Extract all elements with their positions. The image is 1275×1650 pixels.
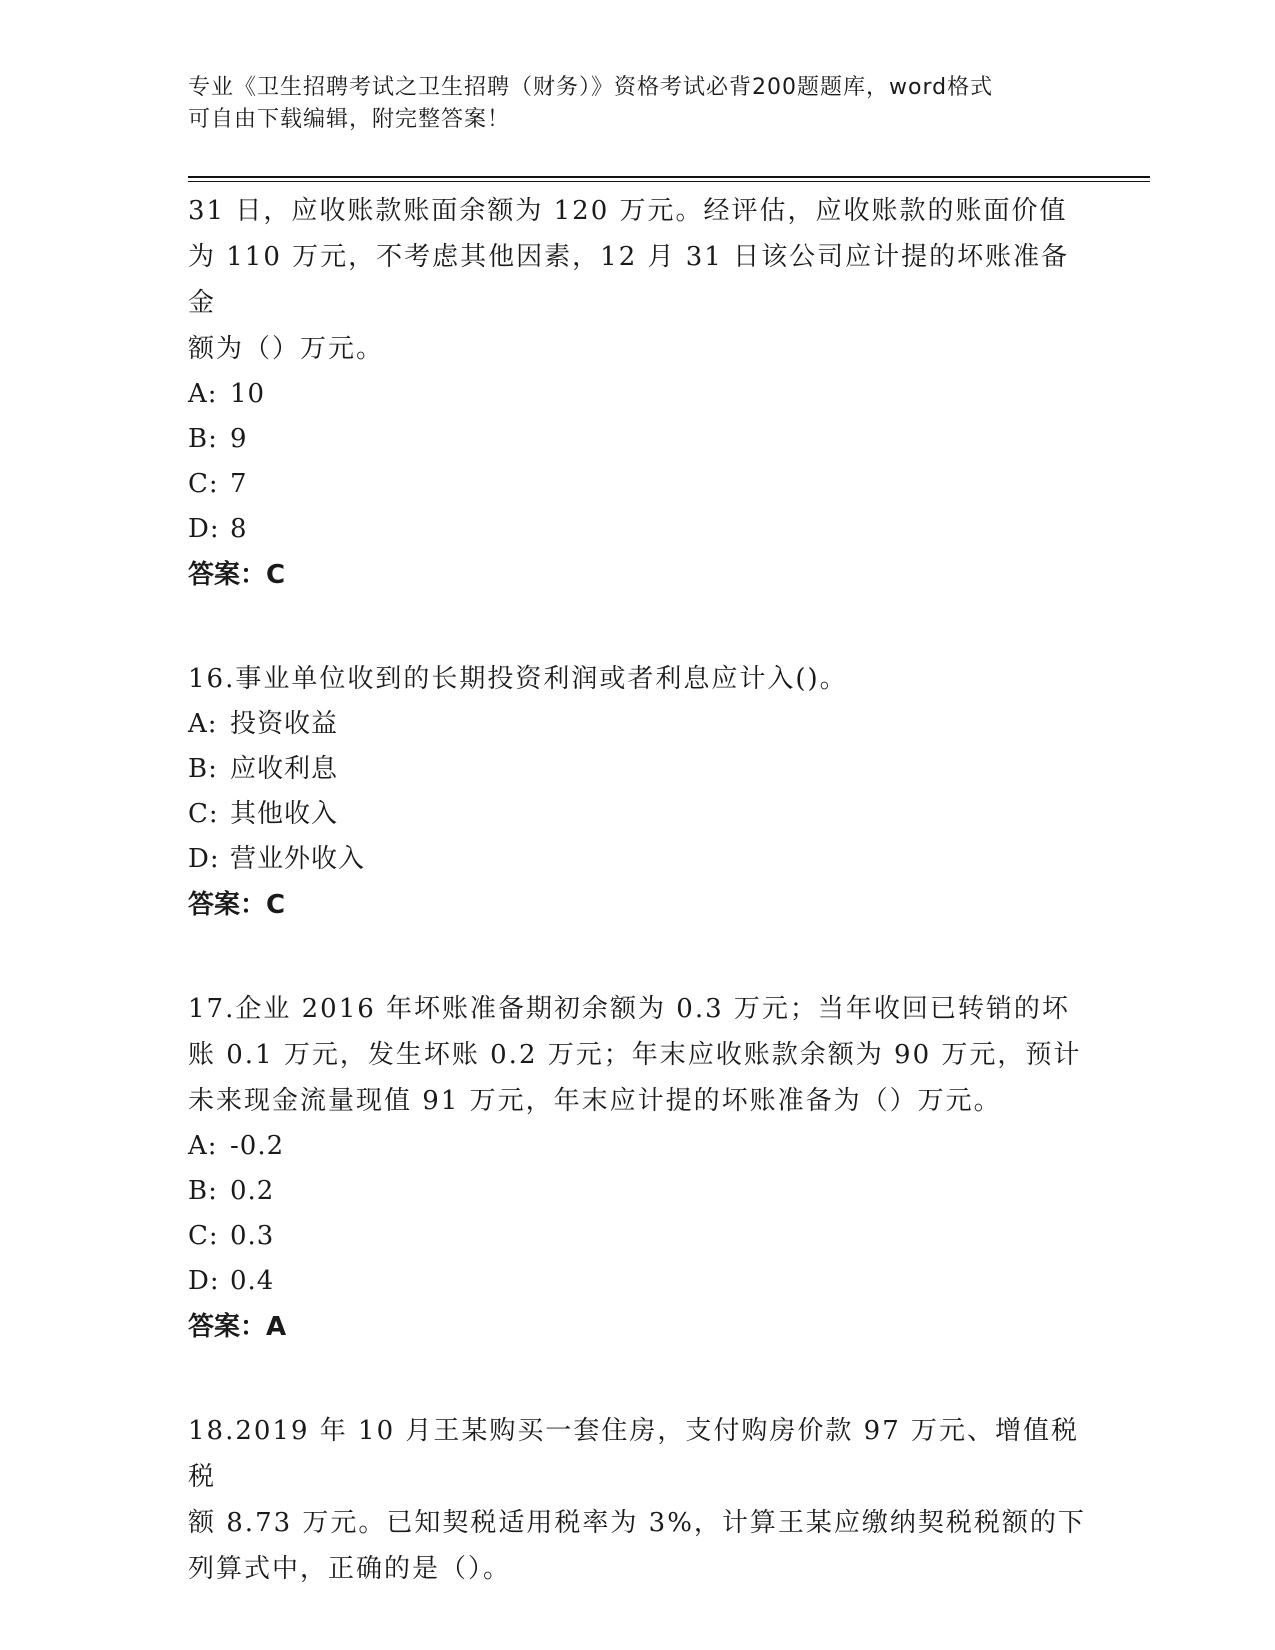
question-text-line: 为 110 万元，不考虑其他因素，12 月 31 日该公司应计提的坏账准备金 [188,242,1070,318]
question-text-line: 列算式中，正确的是（）。 [188,1554,512,1584]
question-18 [188,1408,1088,1592]
question-text-line: 17.企业 2016 年坏账准备期初余额为 0.3 万元；当年收回已转销的坏 [188,994,1070,1024]
question-15 [188,188,1088,598]
question-text-line: 18.2019 年 10 月王某购买一套住房，支付购房价款 97 万元、增值税税 [188,1416,1080,1492]
option-a: A: -0.2 [188,1131,285,1161]
document-body [188,188,1088,1592]
option-d: D: 0.4 [188,1266,275,1296]
question-17 [188,986,1088,1350]
question-text-line: 未来现金流量现值 91 万元，年末应计提的坏账准备为（）万元。 [188,1086,1002,1116]
question-text-line: 账 0.1 万元，发生坏账 0.2 万元；年末应收账款余额为 90 万元，预计 [188,1040,1082,1070]
answer-line: 答案：C [188,890,286,920]
header-line-2: 可自由下载编辑，附完整答案！ [188,107,511,132]
option-c: C: 0.3 [188,1221,275,1251]
header-divider-thin [188,181,1150,182]
answer-line: 答案：C [188,560,286,590]
header-divider-thick [188,176,1150,178]
option-d: D: 营业外收入 [188,844,366,874]
option-c: C: 其他收入 [188,799,339,829]
option-c: C: 7 [188,469,248,499]
document-header [188,72,1068,136]
question-text-line: 16.事业单位收到的长期投资利润或者利息应计入()。 [188,664,848,694]
question-text-line: 额为（）万元。 [188,334,385,364]
answer-line: 答案：A [188,1312,287,1342]
header-line-1: 专业《卫生招聘考试之卫生招聘（财务）》资格考试必背200题题库，word格式 [188,75,994,100]
option-a: A: 10 [188,379,266,409]
option-a: A: 投资收益 [188,709,339,739]
option-b: B: 9 [188,424,248,454]
option-b: B: 应收利息 [188,754,339,784]
question-text-line: 31 日，应收账款账面余额为 120 万元。经评估，应收账款的账面价值 [188,196,1068,226]
question-text-line: 额 8.73 万元。已知契税适用税率为 3%，计算王某应缴纳契税税额的下 [188,1508,1086,1538]
option-b: B: 0.2 [188,1176,275,1206]
question-16 [188,656,1088,928]
option-d: D: 8 [188,514,248,544]
